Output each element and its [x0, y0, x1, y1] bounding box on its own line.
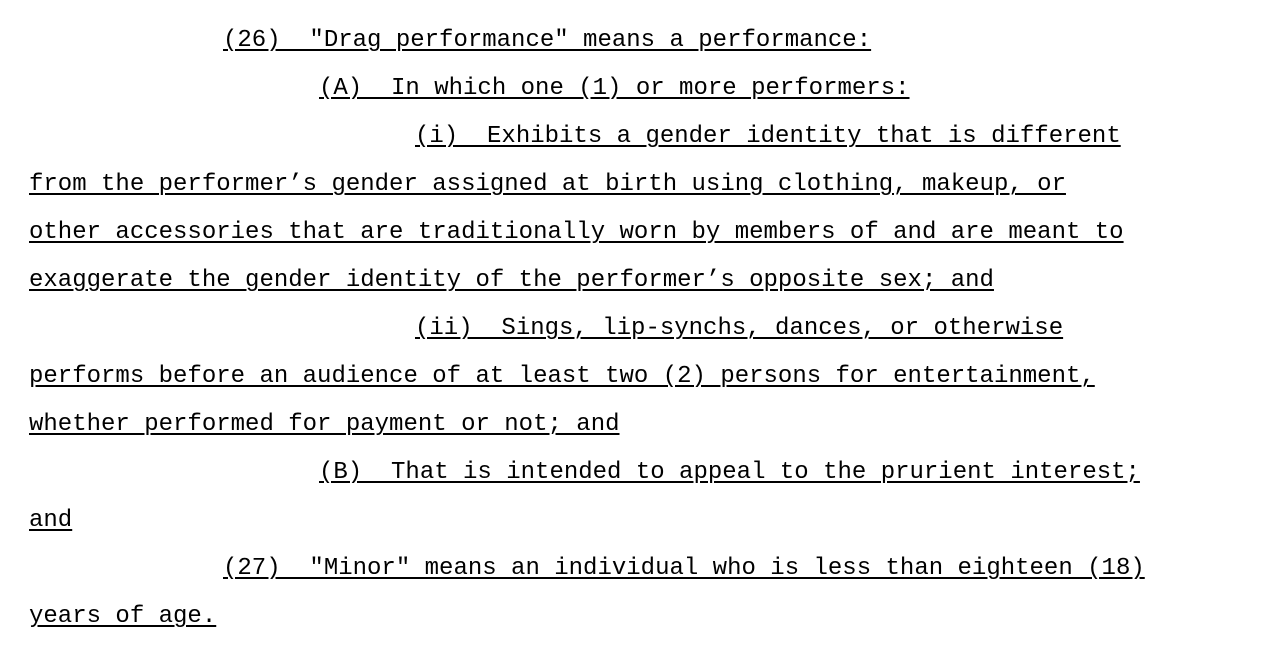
- subclause-i-text-line: exaggerate the gender identity of the performer’s opposite sex; and: [29, 267, 994, 294]
- subclause-ii-heading: (ii) Sings, lip-synchs, dances, or otherwise: [415, 315, 1064, 342]
- subclause-ii-text-line: whether performed for payment or not; and: [29, 411, 620, 438]
- clause-b-heading: (B) That is intended to appeal to the prurient interest;: [319, 459, 1140, 486]
- subclause-i-heading: (i) Exhibits a gender identity that is different: [415, 123, 1121, 150]
- definition-26-heading: (26) "Drag performance" means a performance:: [223, 27, 872, 54]
- definition-27-heading: (27) "Minor" means an individual who is less than eighteen (18): [223, 555, 1145, 582]
- clause-a-heading: (A) In which one (1) or more performers:: [319, 75, 910, 102]
- subclause-ii-text-line: performs before an audience of at least two (2) persons for entertainment,: [29, 363, 1095, 390]
- clause-b-text-line: and: [29, 507, 73, 534]
- subclause-i-text-line: other accessories that are traditionally worn by members of and are meant to: [29, 219, 1124, 246]
- definition-27-text-line: years of age.: [29, 603, 217, 630]
- subclause-i-text-line: from the performer’s gender assigned at birth using clothing, makeup, or: [29, 171, 1066, 198]
